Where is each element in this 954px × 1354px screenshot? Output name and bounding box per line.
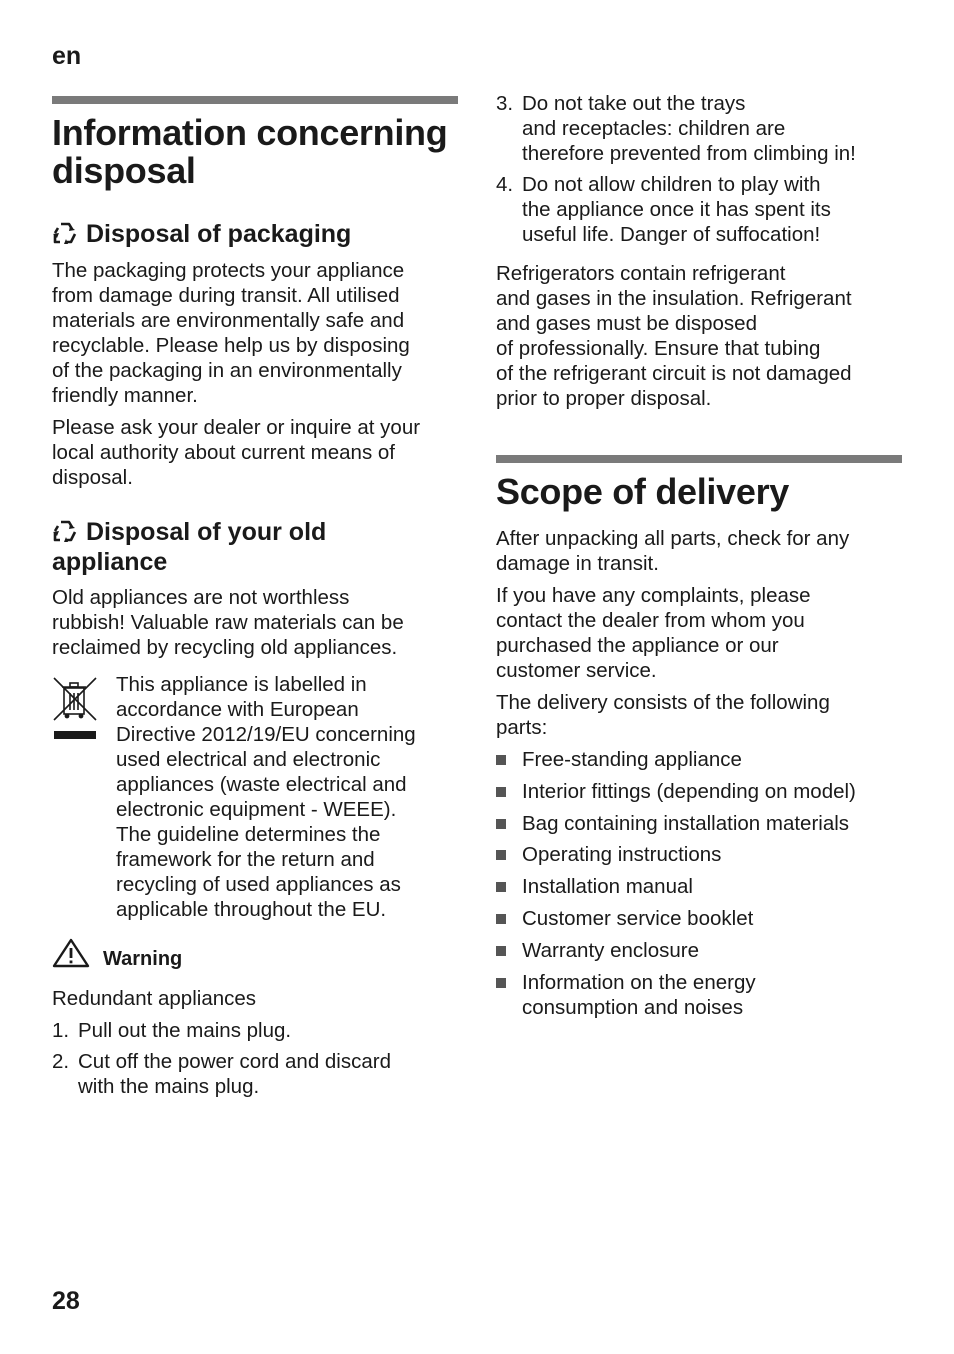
heading-text-line-2: appliance xyxy=(52,548,168,576)
list-number: 4. xyxy=(496,173,514,196)
list-item xyxy=(496,970,906,1020)
section-rule-disposal xyxy=(52,96,458,104)
scope-paragraph-1: After unpacking all parts, check for any damage in transit. xyxy=(496,527,850,575)
packaging-paragraph-2: Please ask your dealer or inquire at your local authority about current means of disposal. xyxy=(52,416,421,489)
list-text: Installation manual xyxy=(522,875,693,898)
scope-paragraph-3: The delivery consists of the following parts: xyxy=(496,691,830,739)
warning-triangle-icon xyxy=(52,938,90,968)
section-title-scope: Scope of delivery xyxy=(496,471,790,512)
list-text: Do not take out the trays and receptacles: children are therefore prevented from climbing in! xyxy=(522,92,856,165)
heading-text-line-1: Disposal of your old xyxy=(86,518,327,546)
recycle-icon xyxy=(52,221,78,245)
bullet-square-icon xyxy=(496,787,506,797)
list-item xyxy=(496,811,906,836)
list-item xyxy=(496,842,906,867)
list-text: Do not allow children to play with the appliance once it has spent its useful life. Danger of suffocation! xyxy=(522,173,831,246)
list-number: 1. xyxy=(52,1019,70,1042)
list-item xyxy=(52,1049,462,1099)
list-text: Cut off the power cord and discard with the mains plug. xyxy=(78,1050,391,1098)
list-text: Operating instructions xyxy=(522,843,722,866)
list-item xyxy=(496,938,906,963)
list-item xyxy=(496,172,906,247)
section-title-disposal xyxy=(52,114,462,190)
list-item xyxy=(496,779,906,804)
heading-disposal-old-appliance xyxy=(52,517,462,577)
list-item xyxy=(496,747,906,772)
warning-label: Warning xyxy=(103,948,183,970)
list-number: 2. xyxy=(52,1050,70,1073)
list-text: Interior fittings (depending on model) xyxy=(522,780,856,803)
refrigerant-paragraph: Refrigerators contain refrigerant and gases in the insulation. Refrigerant and gases must be disposed of professionally. Ensure that tubing of the refrigerant circuit is not damaged prior to proper disposal. xyxy=(496,262,852,410)
list-text: Warranty enclosure xyxy=(522,939,699,962)
bullet-square-icon xyxy=(496,978,506,988)
language-code: en xyxy=(52,42,82,70)
heading-text: Disposal of packaging xyxy=(86,220,352,248)
list-text: Pull out the mains plug. xyxy=(78,1019,292,1042)
list-item xyxy=(496,874,906,899)
scope-paragraph-2: If you have any complaints, please contact the dealer from whom you purchased the appliance or our customer service. xyxy=(496,584,811,682)
list-text: Bag containing installation materials xyxy=(522,812,850,835)
list-item xyxy=(52,1018,462,1043)
bullet-square-icon xyxy=(496,755,506,765)
list-number: 3. xyxy=(496,92,514,115)
list-text: Free-standing appliance xyxy=(522,748,742,771)
recycle-icon xyxy=(52,519,78,543)
title-line-1: Information concerning xyxy=(52,112,448,153)
bullet-square-icon xyxy=(496,850,506,860)
list-text: Customer service booklet xyxy=(522,907,754,930)
heading-disposal-packaging xyxy=(52,219,462,249)
weee-bin-icon xyxy=(52,676,98,742)
title-line-2: disposal xyxy=(52,150,196,191)
bullet-square-icon xyxy=(496,946,506,956)
page-number: 28 xyxy=(52,1287,80,1315)
section-rule-scope xyxy=(496,455,902,463)
weee-paragraph: This appliance is labelled in accordance with European Directive 2012/19/EU concerning used electrical and electronic appliances (waste electrical and electronic equipment - WEEE). The guideline determines the framework for the return and recycling of used appliances as applicable throughout the EU. xyxy=(116,673,416,921)
packaging-paragraph-1: The packaging protects your appliance from damage during transit. All utilised materials are environmentally safe and recyclable. Please help us by disposing of the packaging in an environmentally friendly manner. xyxy=(52,259,410,407)
list-item xyxy=(496,906,906,931)
list-text: Information on the energy consumption and noises xyxy=(522,971,756,1019)
bullet-square-icon xyxy=(496,819,506,829)
list-item xyxy=(496,91,906,166)
warning-intro: Redundant appliances xyxy=(52,987,257,1010)
bullet-square-icon xyxy=(496,882,506,892)
bullet-square-icon xyxy=(496,914,506,924)
old-appliance-paragraph: Old appliances are not worthless rubbish! Valuable raw materials can be reclaimed by recycling old appliances. xyxy=(52,586,404,659)
